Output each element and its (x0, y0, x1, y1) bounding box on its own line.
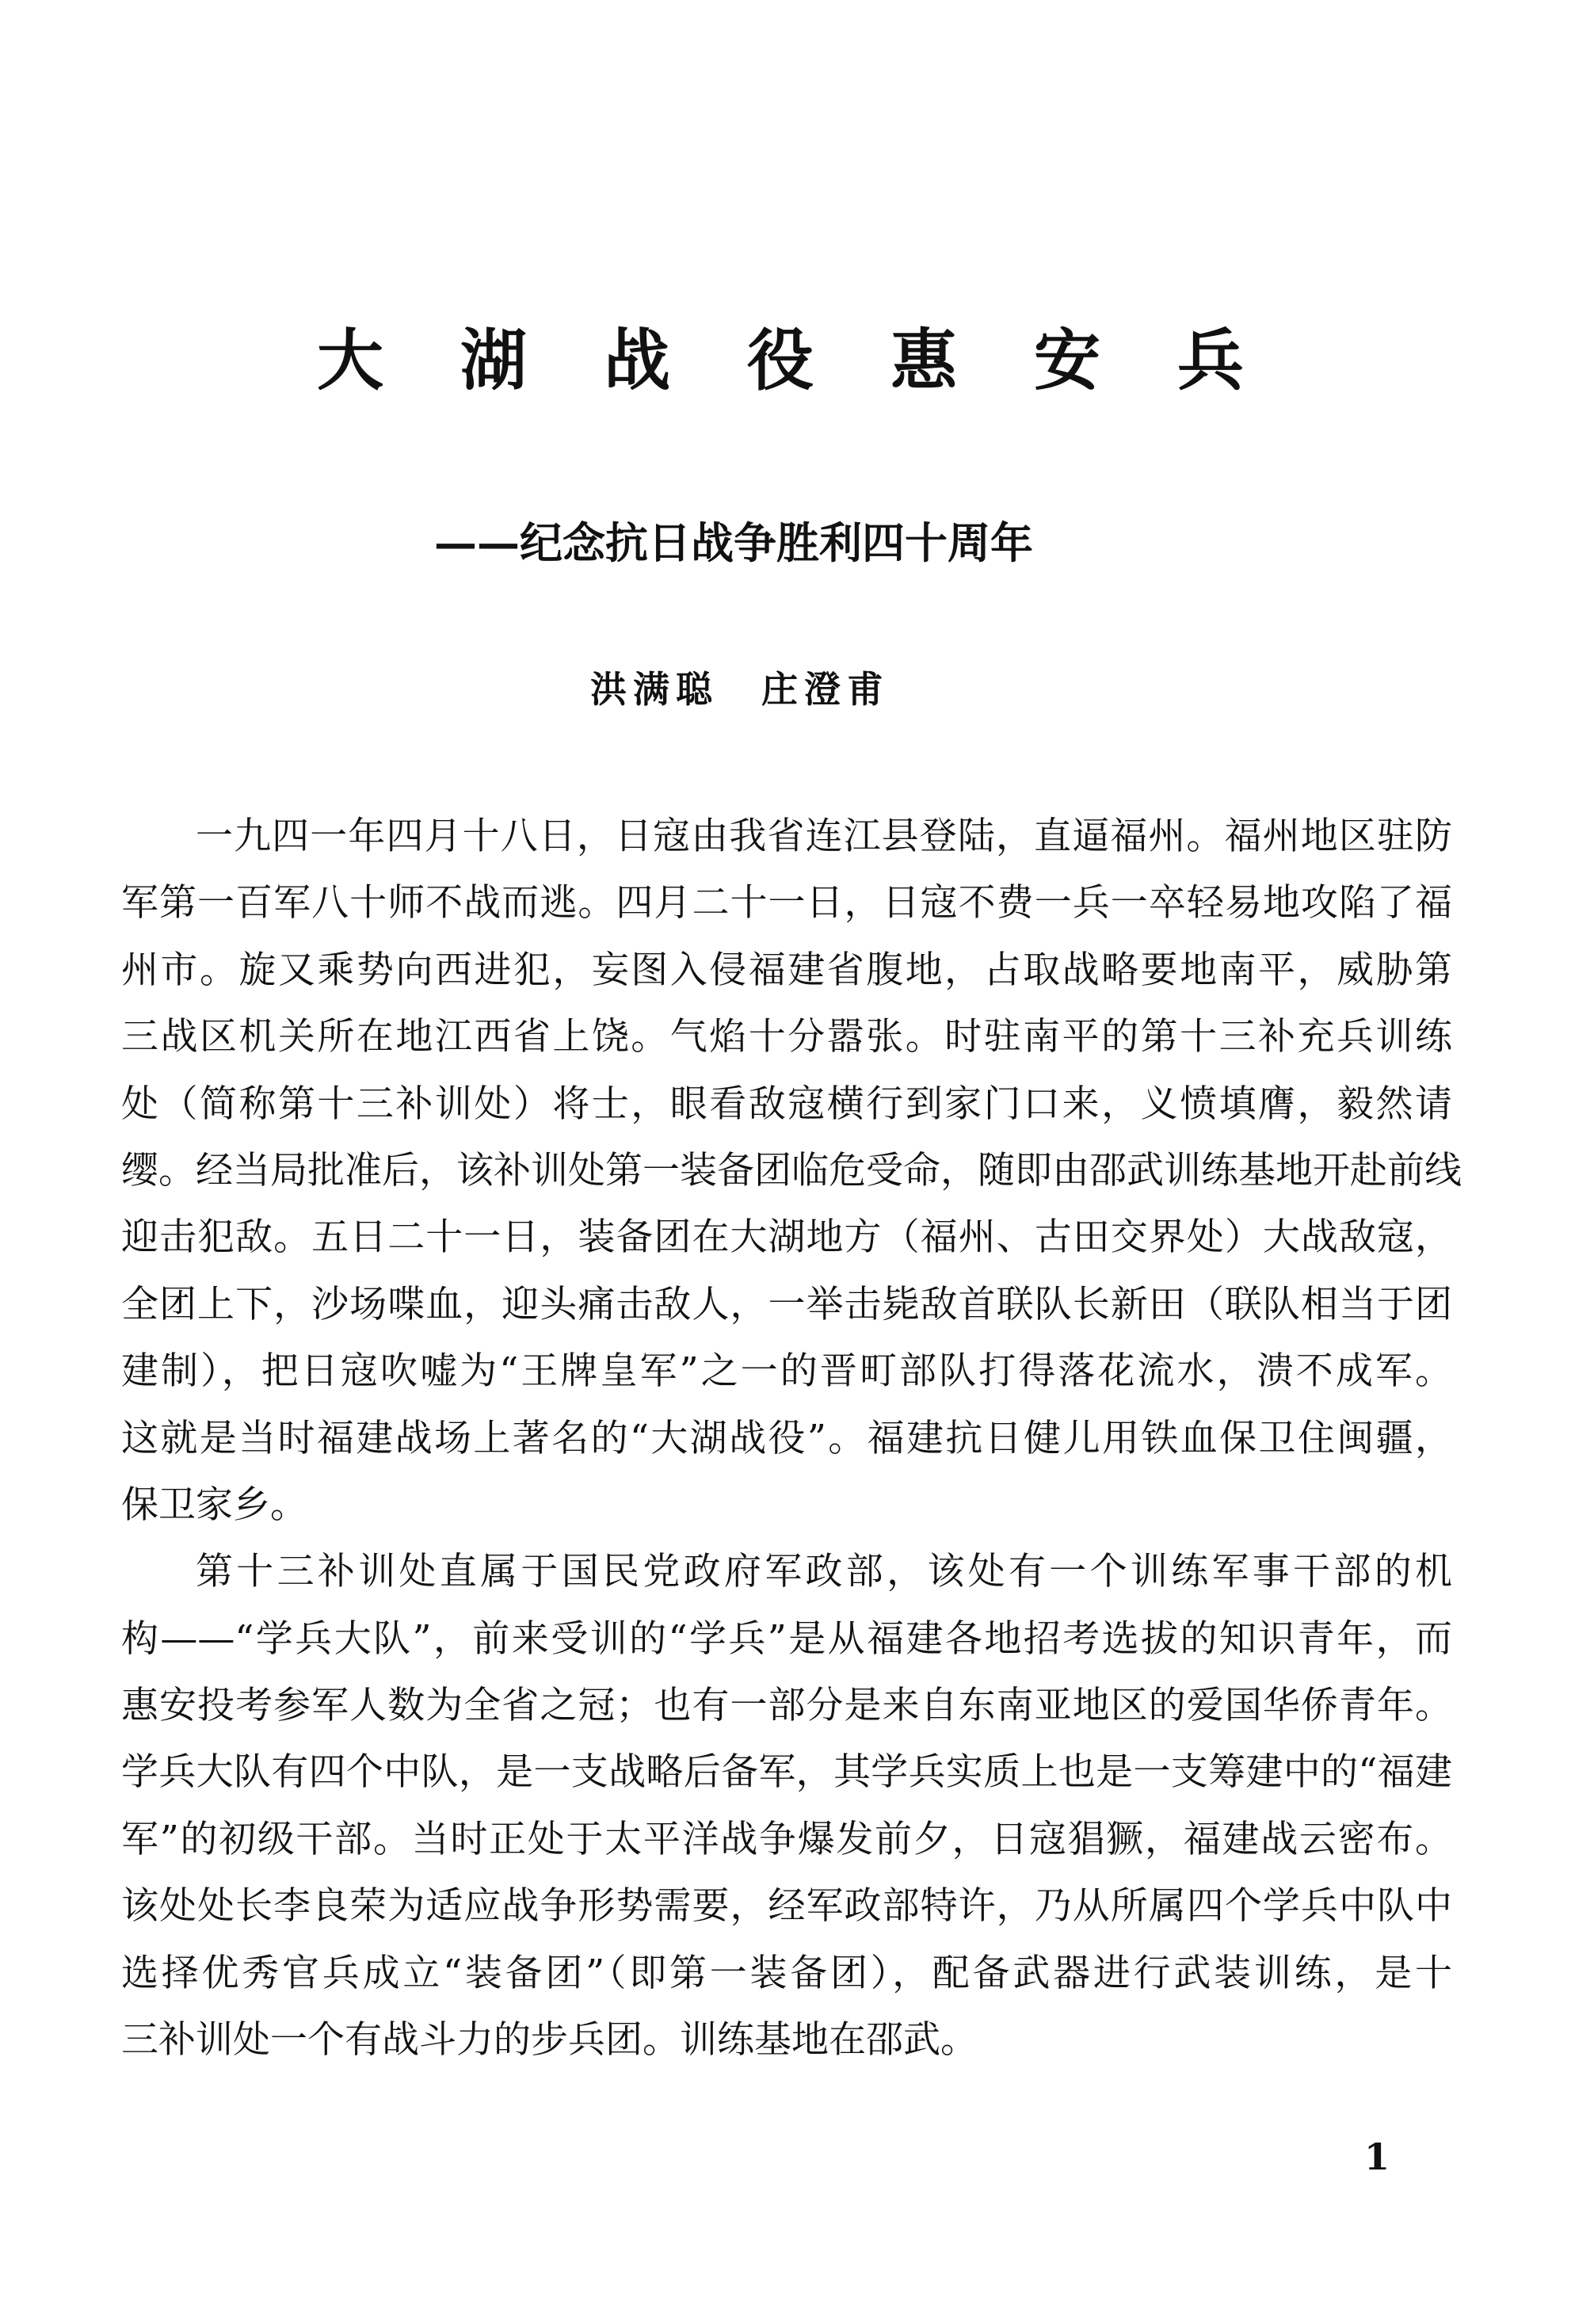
text-line: 军第一百军八十师不战而逃。四月二十一日，日寇不费一兵一卒轻易地攻陷了福 (121, 881, 1452, 925)
page-number: 1 (1364, 2135, 1390, 2178)
article-title: 大湖战役惠安兵 (317, 321, 1244, 399)
text-line: 建制），把日寇吹嘘为“王牌皇军”之一的晋町部队打得落花流水，溃不成军。 (121, 1349, 1452, 1394)
text-line: 第十三补训处直属于国民党政府军政部，该处有一个训练军事干部的机 (196, 1550, 1452, 1594)
paragraph (121, 1539, 1452, 2074)
text-line: 全团上下，沙场喋血，迎头痛击敌人，一举击毙敌首联队长新田（联队相当于团 (121, 1282, 1452, 1326)
text-line: 一九四一年四月十八日，日寇由我省连江县登陆，直逼福州。福州地区驻防 (196, 815, 1452, 858)
article-subtitle: ——纪念抗日战争胜利四十周年 (434, 517, 1033, 568)
text-line: 这就是当时福建战场上著名的“大湖战役”。福建抗日健儿用铁血保卫住闽疆， (121, 1416, 1452, 1460)
text-line: 迎击犯敌。五日二十一日，装备团在大湖地方（福州、古田交界处）大战敌寇， (121, 1215, 1452, 1260)
text-line: 三战区机关所在地江西省上饶。气焰十分嚣张。时驻南平的第十三补充兵训练 (121, 1015, 1452, 1059)
text-line: 选择优秀官兵成立“装备团”（即第一装备团），配备武器进行武装训练，是十 (121, 1951, 1452, 1995)
text-line: 处（简称第十三补训处）将士，眼看敌寇横行到家门口来，义愤填膺，毅然请 (121, 1082, 1452, 1126)
text-line: 该处处长李良荣为适应战争形势需要，经军政部特许，乃从所属四个学兵中队中 (121, 1884, 1452, 1929)
text-line: 保卫家乡。 (121, 1483, 307, 1527)
text-line: 州市。旋又乘势向西进犯，妄图入侵福建省腹地，占取战略要地南平，威胁第 (121, 948, 1452, 992)
text-line: 军”的初级干部。当时正处于太平洋战争爆发前夕，日寇猖獗，福建战云密布。 (121, 1817, 1452, 1861)
article-authors: 洪满聪 庄澄甫 (590, 668, 890, 711)
paragraph (121, 803, 1462, 1539)
text-line: 三补训处一个有战斗力的步兵团。训练基地在邵武。 (121, 2018, 978, 2063)
text-line: 惠安投考参军人数为全省之冠；也有一部分是来自东南亚地区的爱国华侨青年。 (121, 1684, 1452, 1728)
text-line: 构——“学兵大队”，前来受训的“学兵”是从福建各地招考选拔的知识青年，而 (121, 1616, 1452, 1661)
text-line: 学兵大队有四个中队，是一支战略后备军，其学兵实质上也是一支筹建中的“福建 (121, 1750, 1452, 1795)
text-line: 缨。经当局批准后，该补训处第一装备团临危受命，随即由邵武训练基地开赴前线 (121, 1148, 1462, 1193)
article-body (121, 803, 1462, 2074)
